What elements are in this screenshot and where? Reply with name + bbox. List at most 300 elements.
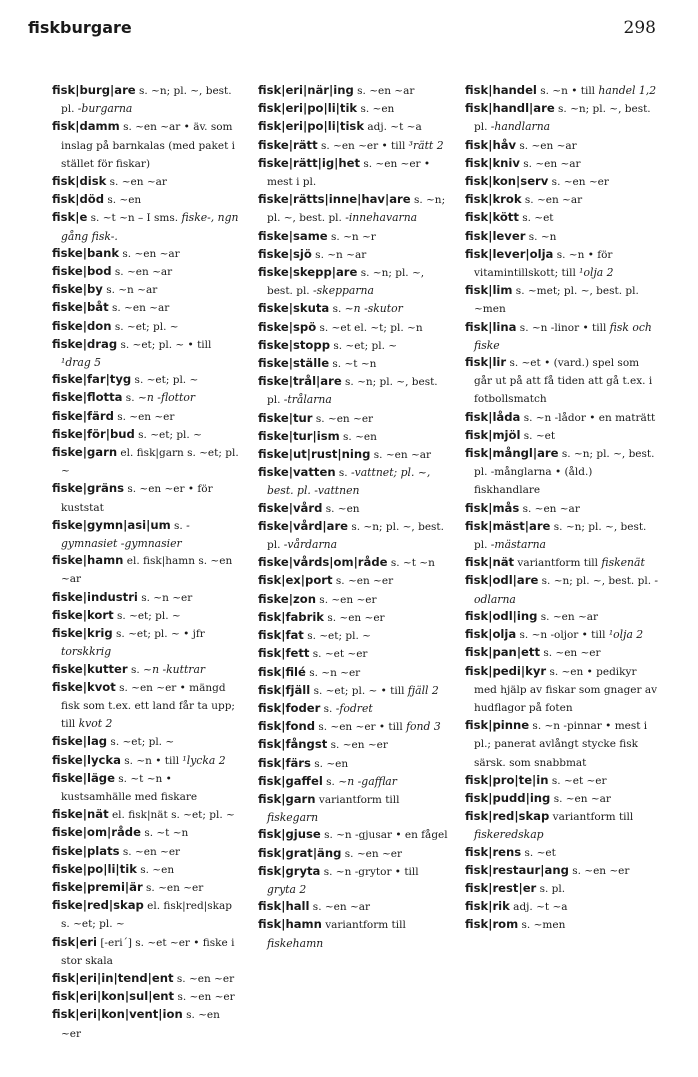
dictionary-entry [465, 100, 660, 136]
grammar-info: s. ~n ~er [137, 591, 193, 604]
grammar-info: s. ~en ~ar [370, 449, 432, 462]
grammar-info: variantform till [514, 557, 602, 570]
headword: fisk|red|skap [465, 809, 550, 824]
dictionary-entry [465, 608, 660, 626]
dictionary-entry [258, 228, 450, 246]
grammar-info: s. ~et; pl. ~ • till [310, 684, 408, 697]
headword: fiske|för|bud [52, 426, 135, 441]
dictionary-entry [258, 791, 450, 826]
dictionary-entry [465, 554, 660, 572]
grammar-info: s. ~en ~er [332, 575, 394, 588]
headword: fisk|fat [258, 628, 304, 643]
italic-reference: gryta 2 [267, 882, 307, 896]
grammar-info: s. ~en [339, 430, 377, 443]
dictionary-entry [52, 173, 242, 191]
headword: fisk|nät [465, 555, 515, 570]
headword: fiske|red|skap [52, 898, 144, 913]
headword: fiske|flotta [52, 390, 123, 405]
dictionary-entry [258, 554, 450, 572]
headword: fiske|garn [52, 445, 118, 460]
italic-reference: ~n -kuttrar [143, 662, 206, 676]
grammar-info: s. [320, 702, 336, 715]
grammar-info: s. ~n; pl. ~, best. pl. [267, 376, 438, 407]
headword: fisk|rom [465, 917, 519, 932]
italic-reference: fiskeredskap [474, 828, 544, 842]
dictionary-entry [258, 664, 450, 682]
dictionary-entry [465, 354, 660, 409]
dictionary-entry [465, 572, 660, 607]
headword: fiske|tur|ism [258, 428, 340, 443]
headword: fisk|mångl|are [465, 446, 559, 461]
headword: fiske|zon [258, 591, 316, 606]
headword: fisk|fond [258, 719, 316, 734]
grammar-info: s. ~met; pl. ~, best. pl. ~men [474, 285, 639, 316]
headword: fisk|damm [52, 119, 120, 134]
grammar-info: s. ~en ~ar [119, 247, 180, 260]
dictionary-entry [52, 426, 242, 444]
dictionary-entry [258, 916, 450, 951]
dictionary-entry [52, 444, 242, 480]
dictionary-entry [52, 371, 242, 389]
grammar-info: s. ~en ~er [324, 611, 385, 624]
grammar-info: variantform till [549, 811, 634, 824]
headword: fisk|gryta [258, 863, 321, 878]
headword: fiske|bod [52, 264, 112, 279]
headword: fisk|gaffel [258, 773, 323, 788]
italic-reference: torskkrig [61, 645, 112, 659]
headword: fiske|po|li|tik [52, 861, 137, 876]
grammar-info: s. ~en ~ar [353, 85, 415, 97]
headword: fiske|gymn|asi|um [52, 517, 171, 532]
headword: fiske|krig [52, 626, 113, 641]
grammar-info: s. ~en ~ar [537, 610, 599, 623]
dictionary-entry [465, 282, 660, 318]
dictionary-entry [52, 879, 242, 897]
dictionary-entry [52, 733, 242, 751]
grammar-info: s. ~et; pl. ~ [330, 339, 398, 352]
dictionary-entry [258, 718, 450, 736]
headword: fiske|don [52, 318, 112, 333]
headword: fisk|eri [52, 934, 97, 949]
grammar-info: el. fisk|garn s. ~et; pl. ~ [61, 447, 239, 478]
headword: fisk|grat|äng [258, 845, 342, 860]
headword: fisk|pan|ett [465, 645, 540, 660]
grammar-info: s. ~en ~ar [516, 139, 577, 152]
dictionary-entry [52, 988, 242, 1006]
dictionary-entry [258, 155, 450, 191]
dictionary-entry [465, 808, 660, 843]
dictionary-entry [465, 191, 660, 209]
headword: fisk|odl|ing [465, 608, 538, 623]
italic-reference: ¹olja 2 [608, 628, 644, 642]
headword: fiske|spö [258, 319, 317, 334]
grammar-info: s. ~en ~er [327, 739, 388, 752]
column-1 [52, 82, 242, 1043]
grammar-info: s. ~et • (vard.) spel som går ut på att få tiden att gå t.ex. i fotbollsmatch [474, 357, 653, 406]
grammar-info: s. ~et; pl. ~ [111, 320, 179, 333]
dictionary-entry [52, 263, 242, 281]
headword: fisk|håv [465, 137, 517, 152]
headword: fiske|hamn [52, 553, 124, 568]
italic-reference: fond 3 [406, 720, 441, 734]
dictionary-entry [465, 898, 660, 916]
grammar-info: s. ~t ~n [387, 557, 435, 570]
grammar-info: s. ~en ~er [540, 647, 601, 660]
grammar-info: s. ~n • till [536, 85, 599, 97]
grammar-info: s. ~men [518, 919, 566, 932]
dictionary-entry [258, 137, 450, 155]
dictionary-entry [258, 500, 450, 518]
grammar-info: s. [170, 519, 187, 532]
grammar-info: s. ~en ~ar [111, 266, 173, 279]
grammar-info: s. ~en [104, 194, 142, 207]
dictionary-entry [258, 118, 450, 136]
dictionary-entry [258, 700, 450, 718]
dictionary-entry [465, 246, 660, 282]
grammar-info: s. ~en ~er [312, 412, 374, 425]
dictionary-entry [465, 626, 660, 644]
dictionary-entry [52, 607, 242, 625]
headword: fiske|bank [52, 245, 120, 260]
italic-reference: -skepparna [312, 284, 374, 298]
headword: fisk|kött [465, 210, 519, 225]
grammar-info: el. fisk|hamn s. ~en ~ar [61, 555, 233, 586]
grammar-info: s. ~n -oljor • till [516, 629, 609, 642]
italic-reference: -gymnasiet -gymnasier [61, 518, 190, 551]
dictionary-entry [258, 464, 450, 499]
column-3 [465, 82, 660, 935]
headword: fisk|lim [465, 283, 513, 298]
grammar-info: s. ~en [322, 502, 360, 515]
dictionary-entry [465, 427, 660, 445]
headword: fisk|garn [258, 791, 316, 806]
grammar-info: s. ~n; pl. ~, best. pl. [267, 194, 446, 225]
italic-reference: -innehavarna [345, 211, 418, 225]
grammar-info: s. ~en ~er [113, 410, 175, 423]
headword: fisk|krok [465, 192, 522, 207]
headword: fisk|handl|are [465, 101, 555, 116]
grammar-info: s. ~et ~er [548, 774, 607, 787]
headword: fiske|kvot [52, 679, 116, 694]
grammar-info: s. ~en ~er • mest i pl. [267, 157, 431, 189]
italic-reference: -odlarna [474, 574, 659, 606]
headword: fisk|rest|er [465, 880, 537, 895]
headword: fiske|vatten [258, 465, 336, 480]
grammar-info: s. ~et; pl. ~ [303, 630, 371, 643]
grammar-info: adj. ~t ~a [364, 121, 422, 134]
dictionary-entry [52, 970, 242, 988]
headword: fisk|låda [465, 409, 521, 424]
headword: fisk|gjuse [258, 827, 321, 842]
headword: fisk|lina [465, 319, 517, 334]
dictionary-entry [52, 625, 242, 660]
grammar-info: s. ~t ~n [329, 358, 377, 371]
grammar-info: s. ~et [521, 846, 556, 859]
dictionary-entry [52, 589, 242, 607]
italic-reference: ~n -gafflar [338, 774, 397, 788]
headword: fiske|båt [52, 300, 109, 315]
headword: fiske|vårds|om|råde [258, 555, 388, 570]
dictionary-entry [52, 752, 242, 770]
grammar-info: adj. ~t ~a [509, 901, 568, 914]
dictionary-entry [52, 299, 242, 317]
dictionary-entry [52, 1006, 242, 1042]
headword: fiske|plats [52, 843, 120, 858]
grammar-info: s. ~n; pl. ~, best. pl. -månglarna • (åld.) fiskhandlare [474, 448, 655, 497]
page-number: 298 [623, 18, 656, 38]
headword: fisk|kniv [465, 155, 520, 170]
italic-reference: fisk och fiske [474, 320, 652, 352]
dictionary-entry [465, 772, 660, 790]
italic-reference: fiske-, ngn gång fisk-. [61, 211, 239, 243]
grammar-info: s. ~et; pl. ~ • jfr [112, 628, 205, 641]
dictionary-entry [258, 246, 450, 264]
italic-reference: -vårdarna [283, 538, 338, 552]
headword: fisk|pudd|ing [465, 790, 551, 805]
headword: fiske|kort [52, 607, 114, 622]
dictionary-entry [258, 191, 450, 227]
grammar-info: s. ~n; pl. ~, best. pl. [538, 575, 655, 588]
headword: fisk|mås [465, 500, 520, 515]
headword: fisk|odl|are [465, 573, 539, 588]
dictionary-entry [52, 336, 242, 371]
headword: fiske|stopp [258, 337, 330, 352]
dictionary-entry [258, 645, 450, 663]
dictionary-entry [465, 644, 660, 662]
headword: fisk|mjöl [465, 427, 521, 442]
grammar-info: s. ~n -gjusar • en fågel [320, 829, 448, 842]
headword: fiske|trål|are [258, 374, 342, 389]
headword: fisk|hall [258, 899, 310, 914]
grammar-info: s. ~n [525, 230, 557, 243]
dictionary-entry [258, 410, 450, 428]
dictionary-entry [258, 355, 450, 373]
grammar-info: s. ~et ~er [309, 648, 368, 661]
dictionary-entry [258, 264, 450, 300]
dictionary-entry [52, 552, 242, 588]
headword: fiske|vård|are [258, 518, 349, 533]
headword: fisk|död [52, 192, 105, 207]
dictionary-entry [465, 663, 660, 718]
headword: fisk|hamn [258, 917, 322, 932]
grammar-info: s. ~en ~er [173, 972, 235, 985]
dictionary-entry [52, 843, 242, 861]
grammar-info: variantform till [321, 919, 406, 932]
grammar-info: s. pl. [536, 882, 566, 895]
dictionary-entry [258, 898, 450, 916]
grammar-info: s. ~en [357, 103, 395, 116]
dictionary-entry [465, 790, 660, 808]
dictionary-entry [52, 191, 242, 209]
headword: fiske|ut|rust|ning [258, 447, 371, 462]
headword: fisk|fett [258, 646, 310, 661]
headword: fisk|rik [465, 899, 510, 914]
dictionary-entry [465, 137, 660, 155]
dictionary-entry [52, 934, 242, 970]
italic-reference: ~n -flottor [137, 391, 195, 405]
headword: fiske|rätt [258, 137, 318, 152]
italic-reference: fiskenät [601, 556, 645, 570]
dictionary-entry [52, 408, 242, 426]
dictionary-entry [258, 863, 450, 898]
grammar-info: s. ~en ~er [568, 864, 630, 877]
grammar-info: s. ~t ~n [140, 827, 189, 840]
headword: fisk|pinne [465, 718, 530, 733]
grammar-info: el. fisk|red|skap s. ~et; pl. ~ [61, 900, 232, 931]
grammar-info: s. ~n • för vitamintillskott; till [474, 248, 613, 280]
headword: fiske|skuta [258, 301, 330, 316]
grammar-info: s. ~en • pedikyr med hjälp av fiskar som gnager av hudflagor på foten [474, 665, 658, 714]
grammar-info: s. ~n; pl. ~, best. pl. [267, 267, 425, 298]
dictionary-entry [52, 389, 242, 407]
dictionary-entry [258, 826, 450, 844]
dictionary-entry [465, 844, 660, 862]
dictionary-entry [465, 173, 660, 191]
headword: fisk|lever [465, 228, 526, 243]
headword: fisk|lever|olja [465, 246, 554, 261]
grammar-info: s. [322, 775, 339, 788]
headword: fisk|eri|po|li|tik [258, 101, 358, 116]
grammar-info: s. ~n; pl. ~, best. pl. [267, 520, 444, 552]
dictionary-entry [258, 100, 450, 118]
grammar-info: s. ~en ~er • mängd fisk som t.ex. ett land får ta upp; till [61, 681, 235, 731]
grammar-info: s. ~n ~er [305, 666, 361, 679]
dictionary-entry [258, 319, 450, 337]
dictionary-entry [258, 627, 450, 645]
dictionary-entry [258, 446, 450, 464]
grammar-info: s. ~en ~er [119, 845, 181, 858]
headword: fiske|rätts|inne|hav|are [258, 192, 411, 207]
headword: fisk|disk [52, 174, 107, 189]
headword: fiske|premi|är [52, 879, 143, 894]
grammar-info: s. ~en ~ar [108, 302, 170, 315]
dictionary-entry [258, 572, 450, 590]
italic-reference: kvot 2 [78, 717, 113, 731]
grammar-info: s. ~et [520, 429, 556, 442]
grammar-info: s. [335, 467, 351, 480]
dictionary-entry [52, 118, 242, 173]
dictionary-entry [465, 880, 660, 898]
grammar-info: [-eri´] s. ~et ~er • fiske i stor skala [61, 936, 235, 967]
headword: fiske|far|tyg [52, 372, 132, 387]
headword: fiske|rätt|ig|het [258, 155, 361, 170]
grammar-info: s. ~n; pl. ~, best. pl. [61, 85, 232, 116]
headword: fisk|ex|port [258, 573, 333, 588]
grammar-info: s. ~et el. ~t; pl. ~n [316, 321, 423, 334]
headword: fiske|skepp|are [258, 265, 358, 280]
grammar-info: s. ~en [136, 863, 175, 876]
grammar-info: s. ~t ~n • kustsamhälle med fiskare [61, 772, 198, 803]
headword: fisk|eri|in|tend|ent [52, 970, 174, 985]
dictionary-entry [258, 682, 450, 700]
headword: fiske|same [258, 228, 328, 243]
italic-reference: fjäll 2 [407, 683, 439, 697]
headword: fisk|eri|kon|sul|ent [52, 989, 175, 1004]
dictionary-entry [465, 228, 660, 246]
dictionary-entry [258, 337, 450, 355]
grammar-info: s. ~en ~ar [106, 176, 167, 189]
headword: fiske|ställe [258, 356, 330, 371]
dictionary-entry [465, 409, 660, 427]
grammar-info: s. ~et; pl. ~ [107, 736, 175, 749]
dictionary-entry [52, 770, 242, 806]
italic-reference: -handlarna [490, 120, 551, 134]
running-head-word: fiskburgare [28, 18, 132, 37]
italic-reference: fiskegarn [267, 811, 319, 825]
dictionary-entry [258, 736, 450, 754]
dictionary-entry [52, 861, 242, 879]
grammar-info: s. ~en ~ar [521, 194, 583, 207]
grammar-info: s. ~n ~ar [102, 284, 158, 297]
headword: fisk|fångst [258, 737, 328, 752]
grammar-info: s. ~en [310, 757, 349, 770]
headword: fisk|restaur|ang [465, 862, 569, 877]
grammar-info: s. ~en ~ar • äv. som inslag på barnkalas (med paket i stället för fiskar) [61, 121, 236, 170]
dictionary-entry [258, 373, 450, 409]
dictionary-entry [52, 209, 242, 244]
italic-reference: -trålarna [283, 393, 332, 407]
grammar-info: s. ~et; pl. ~ [113, 609, 181, 622]
grammar-info: s. ~n ~ar [311, 248, 367, 261]
italic-reference: fiskehamn [267, 936, 324, 950]
dictionary-entry [52, 679, 242, 734]
dictionary-entry [258, 82, 450, 100]
headword: fisk|mäst|are [465, 518, 551, 533]
grammar-info: s. ~n -grytor • till [320, 865, 419, 878]
headword: fisk|färs [258, 755, 311, 770]
grammar-info: s. ~n ~r [327, 230, 376, 243]
italic-reference: ¹olja 2 [579, 266, 614, 280]
grammar-info: s. ~en ~er • till [315, 721, 407, 734]
grammar-info: s. ~n -pinnar • mest i pl.; panerat avlångt stycke fisk särsk. som snabbmat [474, 720, 648, 769]
dictionary-entry [258, 845, 450, 863]
grammar-info: s. ~et [518, 212, 554, 225]
headword: fisk|foder [258, 700, 321, 715]
column-2 [258, 82, 450, 952]
headword: fisk|eri|kon|vent|ion [52, 1007, 183, 1022]
dictionary-entry [465, 862, 660, 880]
dictionary-entry [52, 245, 242, 263]
headword: fiske|lag [52, 734, 108, 749]
dictionary-entry [52, 661, 242, 679]
italic-reference: ¹drag 5 [61, 356, 102, 370]
dictionary-entry [465, 82, 660, 100]
grammar-info: s. [329, 303, 345, 316]
dictionary-entry [52, 517, 242, 552]
dictionary-entry [465, 500, 660, 518]
grammar-info: s. [122, 392, 138, 405]
grammar-info: s. ~n • till [120, 754, 183, 767]
grammar-info: s. ~et; pl. ~ • till [117, 338, 212, 351]
dictionary-entry [52, 824, 242, 842]
headword: fiske|by [52, 282, 103, 297]
grammar-info: s. ~en ~er [174, 991, 235, 1004]
headword: fiske|gräns [52, 481, 124, 496]
headword: fisk|e [52, 210, 88, 225]
grammar-info: s. ~en ~er [142, 881, 204, 894]
grammar-info: s. ~en ~er • för kuststat [61, 483, 213, 514]
grammar-info: s. ~en ~ar [519, 157, 581, 170]
dictionary-entry [258, 591, 450, 609]
italic-reference: ³rätt 2 [408, 138, 444, 152]
headword: fiske|lycka [52, 752, 121, 767]
dictionary-entry [52, 82, 242, 118]
dictionary-entry [52, 281, 242, 299]
headword: fiske|tur [258, 410, 313, 425]
dictionary-entry [52, 318, 242, 336]
dictionary-entry [258, 773, 450, 791]
italic-reference: -mästarna [490, 538, 546, 552]
